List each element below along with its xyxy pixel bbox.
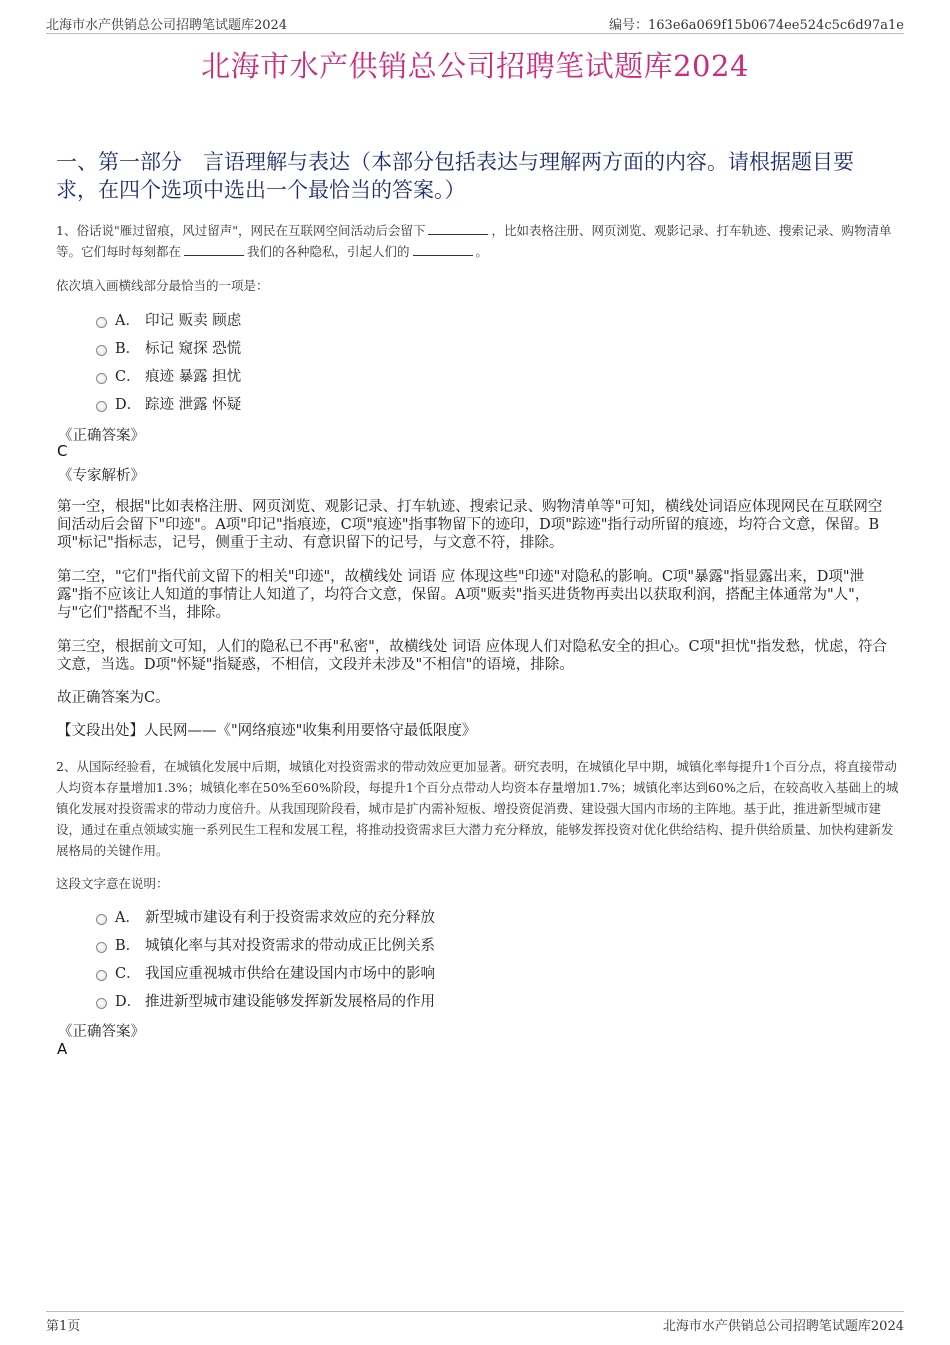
correct-answer-label: 《正确答案》 [58, 1024, 145, 1040]
option-letter: C． [115, 965, 141, 982]
option-letter: A． [115, 312, 140, 329]
header-divider [46, 33, 904, 34]
option-text: 标记 窥探 恐慌 [145, 340, 242, 357]
question-1-text-part: 我们的各种隐私，引起人们的 [247, 244, 410, 259]
option-b[interactable] [96, 333, 241, 361]
question-1-text-part: 1、俗话说"雁过留痕，风过留声"，网民在互联网空间活动后会留下 [56, 223, 426, 238]
radio-button-icon[interactable] [96, 998, 107, 1009]
question-1-text [56, 220, 900, 262]
radio-button-icon[interactable] [96, 942, 107, 953]
question-1-text-part: ，比如表格注册、网页浏览、观影记录、打车轨迹、搜索记录、购物清单等。它们每时每刻都在 [56, 223, 892, 259]
radio-button-icon[interactable] [96, 914, 107, 925]
fill-blank-1 [428, 222, 488, 235]
option-letter: B． [115, 937, 141, 954]
header-serial-number: 编号：163e6a069f15b0674ee524c5c6d97a1e [609, 18, 904, 33]
expert-analysis-label: 《专家解析》 [58, 468, 145, 484]
radio-button-icon[interactable] [96, 401, 107, 412]
option-text: 新型城市建设有利于投资需求效应的充分释放 [145, 909, 435, 926]
text-source: 【文段出处】人民网——《"网络痕迹"收集利用要恪守最低限度》 [57, 723, 477, 739]
option-letter: C． [115, 368, 141, 385]
option-a[interactable] [96, 902, 435, 930]
option-b[interactable] [96, 930, 435, 958]
question-2-prompt: 这段文字意在说明： [56, 876, 169, 891]
question-1-options [96, 305, 241, 417]
correct-answer: A [57, 1040, 68, 1058]
option-d[interactable] [96, 389, 241, 417]
option-text: 痕迹 暴露 担忧 [145, 368, 242, 385]
radio-button-icon[interactable] [96, 970, 107, 981]
analysis-paragraph: 第一空，根据"比如表格注册、网页浏览、观影记录、打车轨迹、搜索记录、购物清单等"可知，横线处词语应体现网民在互联网空间活动后会留下"印迹"。A项"印记"指痕迹，C项"痕迹"指事物留下的迹印，D项"踪迹"指行动所留的痕迹，均符合文意，保留。B项"标记"指标志，记号，侧重于主动、有意识留下的记号，与文意不符，排除。 [57, 499, 883, 551]
question-2-options [96, 902, 435, 1014]
radio-button-icon[interactable] [96, 317, 107, 328]
footer-divider [46, 1311, 904, 1312]
correct-answer-label: 《正确答案》 [58, 428, 145, 444]
radio-button-icon[interactable] [96, 373, 107, 384]
page-number: 第1页 [46, 1319, 81, 1334]
option-letter: A． [115, 909, 140, 926]
option-letter: B． [115, 340, 141, 357]
option-text: 印记 贩卖 顾虑 [145, 312, 242, 329]
radio-button-icon[interactable] [96, 345, 107, 356]
option-text: 我国应重视城市供给在建设国内市场中的影响 [145, 965, 435, 982]
option-c[interactable] [96, 361, 241, 389]
footer-doc-title: 北海市水产供销总公司招聘笔试题库2024 [662, 1319, 904, 1334]
option-text: 城镇化率与其对投资需求的带动成正比例关系 [145, 937, 435, 954]
analysis-paragraph: 第三空，根据前文可知，人们的隐私已不再"私密"，故横线处 词语 应体现人们对隐私安全的担心。C项"担忧"指发愁，忧虑，符合文意，当选。D项"怀疑"指疑惑，不相信，文段并未涉及"不相信"的语境，排除。 [57, 639, 887, 673]
header-doc-title: 北海市水产供销总公司招聘笔试题库2024 [46, 18, 288, 33]
option-letter: D． [115, 396, 142, 413]
page-title: 北海市水产供销总公司招聘笔试题库2024 [201, 49, 749, 83]
option-d[interactable] [96, 986, 435, 1014]
option-letter: D． [115, 993, 142, 1010]
fill-blank-3 [413, 243, 473, 256]
question-1-prompt: 依次填入画横线部分最恰当的一项是： [56, 278, 269, 293]
option-text: 推进新型城市建设能够发挥新发展格局的作用 [145, 993, 435, 1010]
question-2-text: 2、从国际经验看，在城镇化发展中后期，城镇化对投资需求的带动效应更加显著。研究表明，在城镇化早中期，城镇化率每提升1个百分点，将直接带动人均资本存量增加1.3%；城镇化率在50%至60%阶段，每提升1个百分点带动人均资本存量增加1.7%；城镇化率达到60%之后，在较高收入基础上的城镇化发展对投资需求的带动力度倍升。从我国现阶段看，城市是扩内需补短板、增投资促消费、建设强大国内市场的主阵地。基于此，推进新型城市建设，通过在重点领域实施一系列民生工程和发展工程，将推动投资需求巨大潜力充分释放，能够发挥投资对优化供给结构、提升供给质量、加快构建新发展格局的关键作用。 [56, 759, 899, 858]
analysis-paragraph: 第二空，"它们"指代前文留下的相关"印迹"，故横线处 词语 应 体现这些"印迹"对隐私的影响。C项"暴露"指显露出来，D项"泄露"指不应该让人知道的事情让人知道了，均符合文意，保留。A项"贩卖"指买进货物再卖出以获取利润，搭配主体通常为"人"，与"它们"搭配不当，排除。 [57, 569, 870, 621]
fill-blank-2 [184, 243, 244, 256]
correct-answer: C [57, 442, 68, 460]
section-heading: 一、第一部分 言语理解与表达（本部分包括表达与理解两方面的内容。请根据题目要求，在四个选项中选出一个最恰当的答案。） [56, 150, 854, 202]
option-c[interactable] [96, 958, 435, 986]
option-text: 踪迹 泄露 怀疑 [145, 396, 242, 413]
analysis-conclusion: 故正确答案为C。 [57, 690, 170, 706]
option-a[interactable] [96, 305, 241, 333]
question-1-text-part: 。 [475, 244, 489, 259]
